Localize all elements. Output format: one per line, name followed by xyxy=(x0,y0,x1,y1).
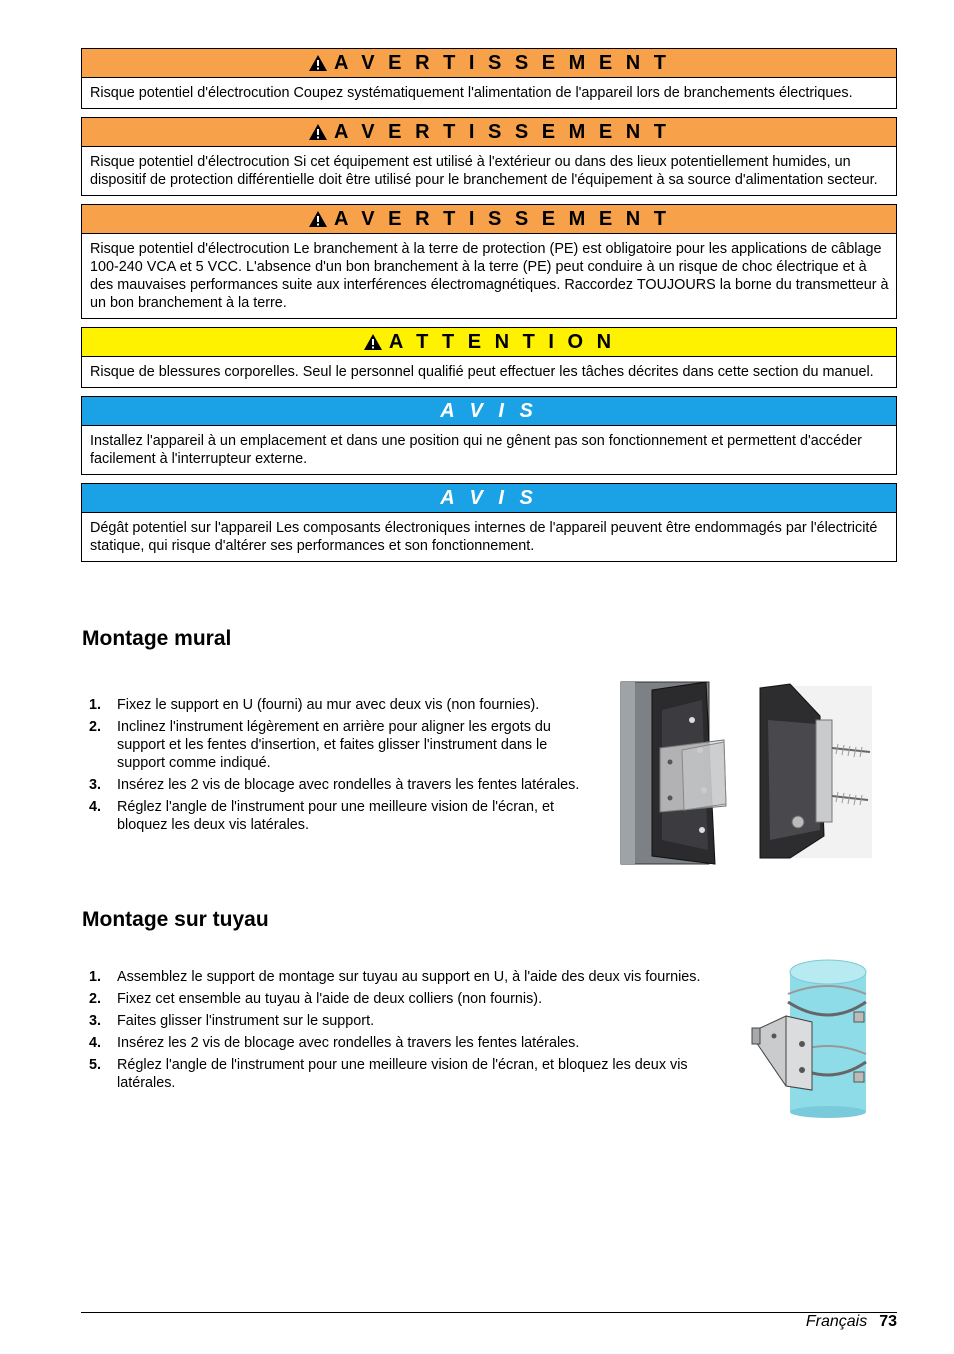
notice-title: A V E R T I S S E M E N T xyxy=(334,120,670,143)
list-item: 2. Fixez cet ensemble au tuyau à l'aide de deux colliers (non fournis). xyxy=(89,991,543,1007)
notice-header xyxy=(82,49,896,78)
notice-header xyxy=(82,328,896,357)
list-item: 3. Insérez les 2 vis de blocage avec rondelles à travers les fentes latérales. xyxy=(89,777,580,793)
list-item: 4. Réglez l'angle de l'instrument pour une meilleure vision de l'écran, et bloquez les deux vis latérales. xyxy=(89,799,555,833)
list-item: 4. Insérez les 2 vis de blocage avec rondelles à travers les fentes latérales. xyxy=(89,1035,580,1051)
list-item: 1. Assemblez le support de montage sur tuyau au support en U, à l'aide des deux vis fournies. xyxy=(89,969,701,985)
list-item: 1. Fixez le support en U (fourni) au mur avec deux vis (non fournies). xyxy=(89,697,540,713)
notice-info-1 xyxy=(81,396,897,475)
notice-title: A V E R T I S S E M E N T xyxy=(334,51,670,74)
pipe-mount-steps xyxy=(89,968,729,1096)
notice-warning-1 xyxy=(81,48,897,109)
notice-title: A V I S xyxy=(440,399,538,422)
warning-triangle-icon xyxy=(363,333,383,351)
notice-text: Risque de blessures corporelles. Seul le personnel qualifié peut effectuer les tâches décrites dans cette section du manuel. xyxy=(90,364,874,380)
notice-title: A V I S xyxy=(440,486,538,509)
notice-info-2 xyxy=(81,483,897,562)
notice-text: Risque potentiel d'électrocution Coupez systématiquement l'alimentation de l'appareil lors de branchements électriques. xyxy=(90,85,853,101)
warning-triangle-icon xyxy=(308,54,328,72)
safety-notices xyxy=(81,48,897,570)
footer-divider xyxy=(81,1312,897,1313)
notice-text: Installez l'appareil à un emplacement et dans une position qui ne gênent pas son fonctionnement et permettent d'accéder facilement à l'interrupteur externe. xyxy=(90,433,862,467)
notice-header xyxy=(82,118,896,147)
notice-header xyxy=(82,397,896,426)
notice-text: Risque potentiel d'électrocution Si cet équipement est utilisé à l'extérieur ou dans des lieux potentiellement humides, un dispositif de protection différentielle doit être utilisé pour le branchement de l'équipement à sa source d'alimentation secteur. xyxy=(90,154,878,188)
list-item: 3. Faites glisser l'instrument sur le support. xyxy=(89,1013,375,1029)
notice-header xyxy=(82,205,896,234)
pipe-mount-illustration xyxy=(746,958,872,1118)
notice-header xyxy=(82,484,896,513)
list-item: 2. Inclinez l'instrument légèrement en arrière pour aligner les ergots du support et les fentes d'insertion, et faites glisser l'instrument dans le support comme indiqué. xyxy=(89,719,551,771)
page-number: 73 xyxy=(879,1313,897,1330)
page-footer xyxy=(806,1312,897,1332)
warning-triangle-icon xyxy=(308,123,328,141)
footer-language: Français xyxy=(805,1313,868,1330)
notice-warning-2 xyxy=(81,117,897,196)
notice-title: A V E R T I S S E M E N T xyxy=(334,207,670,230)
notice-caution xyxy=(81,327,897,388)
section-heading-pipe-mount: Montage sur tuyau xyxy=(82,908,269,931)
notice-title: A T T E N T I O N xyxy=(388,330,616,353)
wall-mount-illustration xyxy=(620,680,880,866)
notice-text: Dégât potentiel sur l'appareil Les composants électroniques internes de l'appareil peuvent être endommagés par l'électricité statique, qui risque d'altérer ses performances et son fonctionnement. xyxy=(90,520,878,554)
wall-mount-steps xyxy=(89,696,589,838)
notice-warning-3 xyxy=(81,204,897,319)
notice-text: Risque potentiel d'électrocution Le branchement à la terre de protection (PE) est obligatoire pour les applications de câblage 100-240 VCA et 5 VCC. L'absence d'un bon branchement à la terre (PE) peut conduire à un risque de choc électrique et à des mauvaises performances suite aux interférences électromagnétiques. Raccordez TOUJOURS la borne du transmetteur à un bon branchement à la terre. xyxy=(90,241,889,311)
warning-triangle-icon xyxy=(308,210,328,228)
list-item: 5. Réglez l'angle de l'instrument pour une meilleure vision de l'écran, et bloquez les deux vis latérales. xyxy=(89,1057,688,1091)
section-heading-wall-mount: Montage mural xyxy=(82,627,232,650)
